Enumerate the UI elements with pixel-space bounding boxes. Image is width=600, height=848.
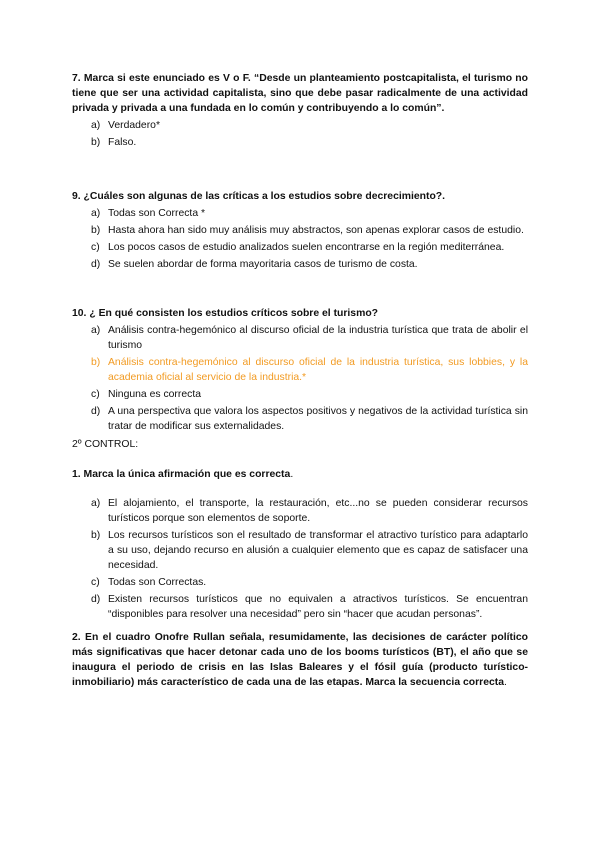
question-7-options <box>72 118 528 150</box>
option-d: d) A una perspectiva que valora los aspectos positivos y negativos de la actividad turística sin tratar de modificar sus externalidades. <box>91 406 528 432</box>
option-a: a) El alojamiento, el transporte, la restauración, etc...no se pueden considerar recursos turísticos porque son elementos de soporte. <box>91 498 528 524</box>
question-10-options <box>72 323 528 434</box>
question-7 <box>72 71 528 152</box>
option-b: b) Los recursos turísticos son el resultado de transformar el atractivo turístico para adaptarlo a su uso, dejando recurso en alusión a cualquier elemento que es capaz de satisfacer una necesidad. <box>91 530 528 571</box>
question-10-text: 10. ¿ En qué consisten los estudios críticos sobre el turismo? <box>72 308 379 319</box>
option-b: b) Hasta ahora han sido muy análisis muy abstractos, son apenas explorar casos de estudio. <box>91 225 524 236</box>
control-question-1-options <box>72 496 528 622</box>
option-c: c) Los pocos casos de estudio analizados suelen encontrarse en la región mediterránea. <box>91 242 505 253</box>
option-c: c) Todas son Correctas. <box>91 577 207 588</box>
option-c: c) Ninguna es correcta <box>91 389 201 400</box>
control-question-1-text: 1. Marca la única afirmación que es correcta. <box>72 469 294 480</box>
control-question-2-text: 2. En el cuadro Onofre Rullan señala, resumidamente, las decisiones de carácter político más significativas que hacer detonar cada uno de los booms turísticos (BT), el año que se inaugura el periodo de crisis en las Islas Baleares y el fósil guía (producto turístico-inmobiliario) más característico de cada una de las etapas. Marca la secuencia correcta. <box>72 632 528 688</box>
control-question-1 <box>72 467 528 624</box>
question-10 <box>72 306 528 436</box>
control-question-2 <box>72 630 528 690</box>
question-7-text: 7. Marca si este enunciado es V o F. “Desde un planteamiento postcapitalista, el turismo no tiene que ser una actividad capitalista, sino que debe pasar radicalmente de una actividad privada y privada a una fundada en lo común y contribuyendo a lo común”. <box>72 73 528 114</box>
option-a: a) Análisis contra-hegemónico al discurso oficial de la industria turística que trata de abolir el turismo <box>91 325 528 351</box>
option-d: d) Se suelen abordar de forma mayoritaria casos de turismo de costa. <box>91 259 418 270</box>
question-9-options <box>72 206 528 272</box>
option-d: d) Existen recursos turísticos que no equivalen a atractivos turísticos. Se encuentran “disponibles para resolver una necesidad” pero sin “hacer que acudan personas”. <box>91 594 528 620</box>
option-a: a) Verdadero* <box>91 120 160 131</box>
option-b-highlighted: b) Análisis contra-hegemónico al discurso oficial de la industria turística, sus lobbies, y la academia oficial al servicio de la industria.* <box>91 357 528 383</box>
option-b: b) Falso. <box>91 137 137 148</box>
section-title: 2º CONTROL: <box>72 439 139 450</box>
question-9 <box>72 189 528 274</box>
question-9-text: 9. ¿Cuáles son algunas de las críticas a los estudios sobre decrecimiento?. <box>72 191 446 202</box>
option-a: a) Todas son Correcta * <box>91 208 206 219</box>
